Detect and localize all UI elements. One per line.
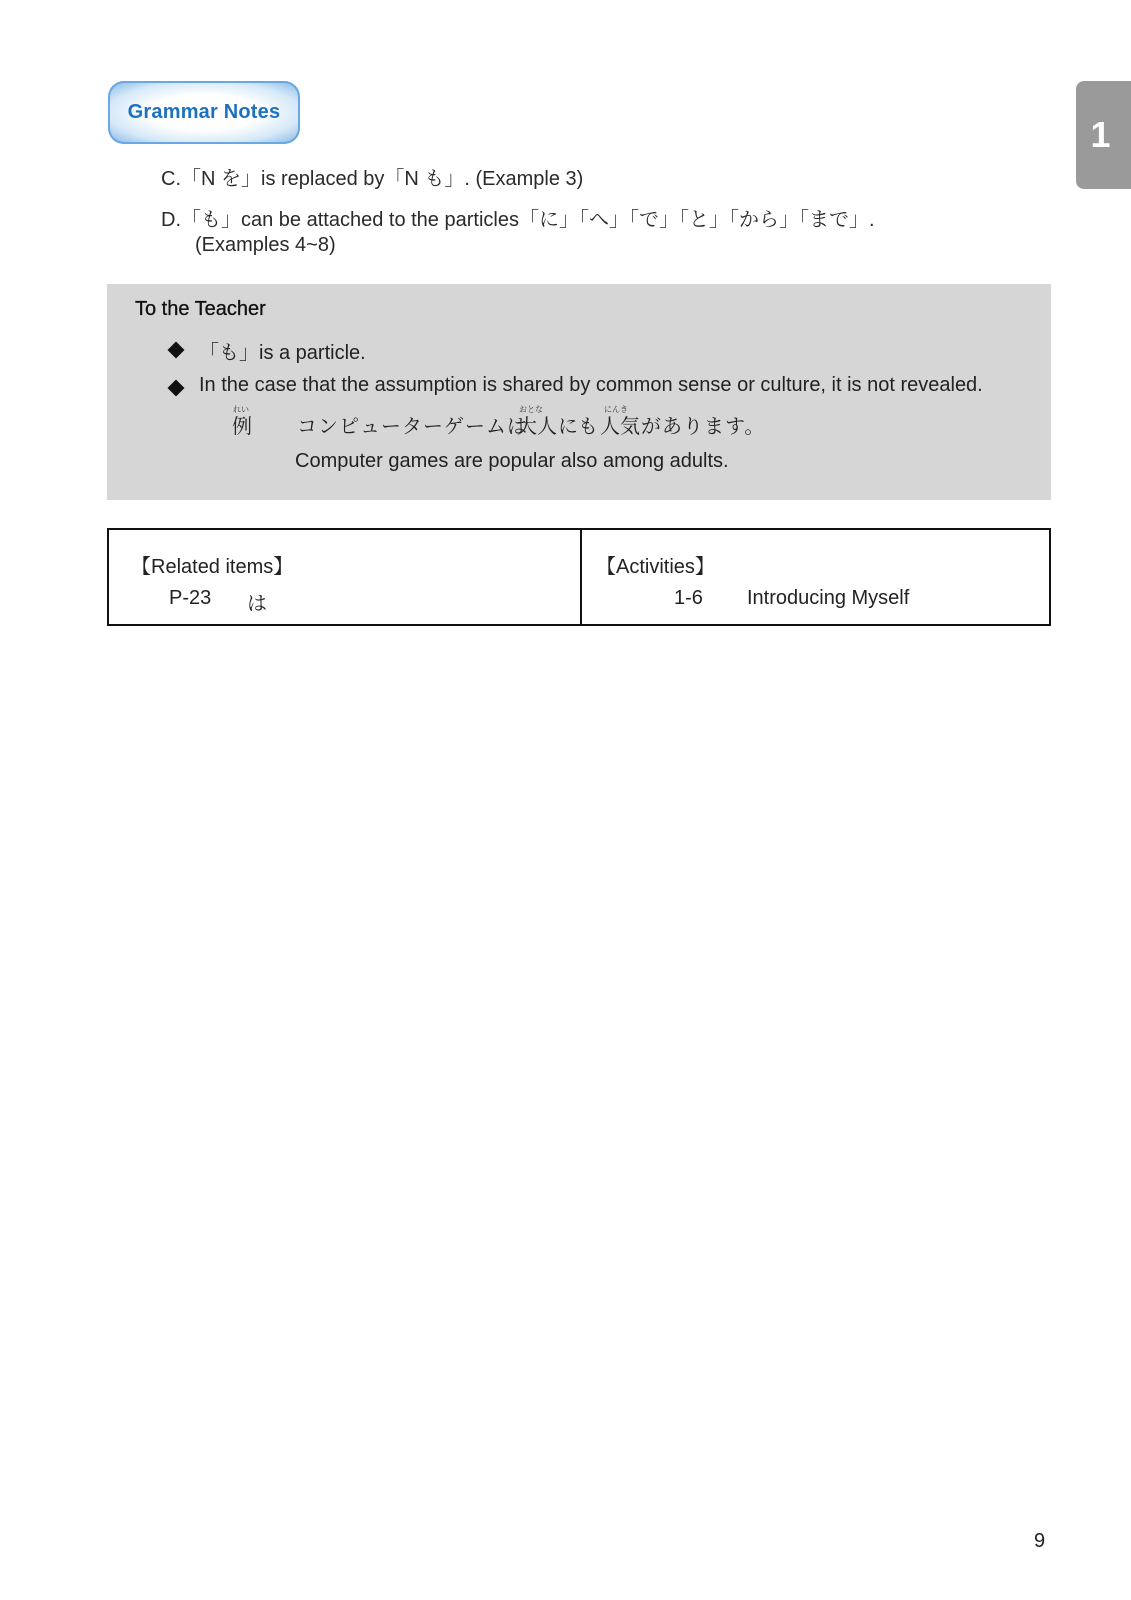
example-ruby-otona: おとな [519, 405, 543, 414]
example-label-ruby: れい [233, 405, 249, 414]
note-d-continuation: (Examples 4~8) [195, 234, 336, 256]
activities-header: 【Activities】 [596, 556, 715, 578]
chapter-tab [1076, 81, 1131, 189]
example-jp-kanji1: 大人 [517, 416, 557, 438]
related-item-label: は [247, 593, 267, 615]
related-items-header: 【Related items】 [131, 556, 294, 578]
chapter-number: 1 [1090, 114, 1111, 155]
example-jp-part2: にも [558, 416, 598, 438]
table-divider [580, 530, 582, 624]
diamond-bullet-icon [168, 380, 185, 397]
example-ruby-ninki: にんき [604, 405, 628, 414]
related-items-table [107, 528, 1051, 626]
example-jp-part3: があります。 [641, 416, 766, 438]
teacher-bullet-1: 「も」is a particle. [199, 342, 366, 364]
teacher-note-title: To the Teacher [135, 298, 266, 320]
activity-code: 1-6 [674, 587, 703, 609]
note-d: D.「も」can be attached to the particles「に」「へ」「で」「と」「から」「まで」. [161, 209, 875, 231]
diamond-bullet-icon [168, 342, 185, 359]
activity-label: Introducing Myself [747, 587, 910, 609]
example-translation: Computer games are popular also among adults. [295, 450, 729, 472]
grammar-notes-badge [108, 81, 300, 144]
example-label: 例 [232, 416, 252, 438]
example-jp-part1: コンピューターゲームは [297, 416, 528, 438]
teacher-note-box [107, 284, 1051, 500]
example-jp-kanji2: 人気 [600, 416, 640, 438]
note-c: C.「N を」is replaced by「N も」. (Example 3) [161, 168, 584, 190]
page-number: 9 [1034, 1530, 1046, 1552]
badge-label: Grammar Notes [127, 101, 281, 123]
related-item-code: P-23 [169, 587, 212, 609]
teacher-bullet-2: In the case that the assumption is shared by common sense or culture, it is not revealed. [199, 374, 983, 396]
